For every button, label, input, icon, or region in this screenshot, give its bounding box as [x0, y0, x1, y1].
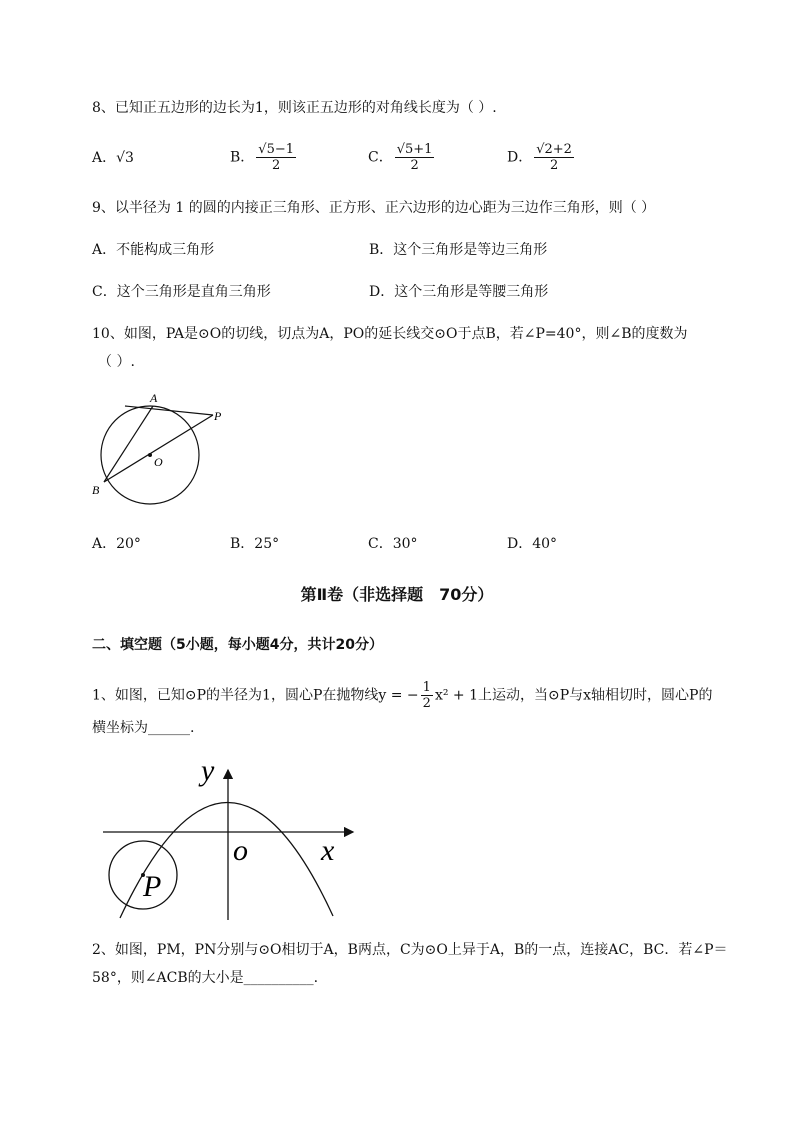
- q8-b-numerator: √5−1: [258, 142, 295, 157]
- f1-figure: [95, 750, 365, 925]
- label-x: x: [321, 834, 335, 867]
- center-dot-o: [148, 453, 152, 457]
- q8-option-c: [368, 142, 436, 173]
- q10-stem-line1: 10、如图，PA是⊙O的切线，切点为A，PO的延长线交⊙O于点B，若∠P=40°，则∠B的度数为: [92, 326, 688, 342]
- q9-option-c: C．这个三角形是直角三角形: [92, 284, 271, 300]
- q10-option-a: A．20°: [92, 536, 141, 552]
- q9-option-d: D．这个三角形是等腰三角形: [369, 284, 549, 300]
- q8-b-denominator: 2: [272, 158, 281, 173]
- q10-stem-line2: （ ）.: [98, 354, 135, 370]
- segment-ab: [104, 406, 153, 482]
- q8-option-d-fraction: [534, 142, 574, 173]
- f2-stem-line2: 58°，则∠ACB的大小是__________.: [92, 970, 319, 986]
- q8-option-b-fraction: [256, 142, 296, 173]
- segment-pb: [104, 415, 213, 482]
- f1-stem-line2: 横坐标为______.: [92, 720, 195, 736]
- q8-option-b-label: B．: [230, 149, 255, 166]
- label-p: P: [214, 409, 222, 423]
- label-p-center: P: [143, 870, 162, 903]
- part2-title: 第Ⅱ卷（非选择题 70分）: [300, 585, 494, 604]
- q8-option-a: [92, 148, 134, 168]
- q8-option-d-label: D．: [507, 149, 533, 166]
- f1-frac-num: 1: [422, 680, 431, 695]
- q8-d-denominator: 2: [549, 158, 559, 173]
- label-origin-o: o: [233, 834, 248, 867]
- label-b: B: [92, 483, 100, 497]
- q8-option-b: [230, 142, 298, 173]
- f1-stem-line1: [92, 680, 712, 711]
- q8-c-denominator: 2: [410, 158, 419, 173]
- label-y: y: [201, 754, 215, 787]
- q8-option-a-text: √3: [116, 150, 134, 166]
- f1-fraction: [421, 680, 433, 711]
- f2-stem-line1: 2、如图，PM，PN分别与⊙O相切于A，B两点，C为⊙O上异于A，B的一点，连接AC，BC．若∠P＝: [92, 942, 728, 958]
- q9-stem: 9、以半径为 1 的圆的内接正三角形、正方形、正六边形的边心距为三边作三角形，则（ ）: [92, 200, 656, 216]
- q8-d-numerator: √2+2: [536, 142, 572, 157]
- label-o: O: [154, 455, 163, 469]
- f1-stem-post: x² + 1上运动，当⊙P与x轴相切时，圆心P的: [434, 687, 713, 704]
- f1-stem-pre: 1、如图，已知⊙P的半径为1，圆心P在抛物线y = −: [92, 687, 419, 704]
- f1-frac-den: 2: [422, 696, 431, 711]
- section2-heading: 二、填空题（5小题，每小题4分，共计20分）: [92, 637, 383, 653]
- tangent-line-pa: [125, 406, 213, 415]
- q10-figure: [80, 385, 250, 510]
- q8-option-c-label: C．: [368, 149, 393, 166]
- q8-option-a-label: A．: [92, 150, 117, 166]
- q8-stem: 8、已知正五边形的边长为1，则该正五边形的对角线长度为（ ）.: [92, 100, 497, 116]
- q10-option-d: D．40°: [507, 536, 558, 552]
- q8-c-numerator: √5+1: [396, 142, 433, 157]
- q10-option-b: B．25°: [230, 536, 280, 552]
- q8-option-d: [507, 142, 576, 173]
- label-a: A: [150, 391, 158, 405]
- q9-option-a: A．不能构成三角形: [92, 242, 215, 258]
- q9-option-b: B．这个三角形是等边三角形: [369, 242, 548, 258]
- q8-option-c-fraction: [395, 142, 435, 173]
- q10-option-c: C．30°: [368, 536, 418, 552]
